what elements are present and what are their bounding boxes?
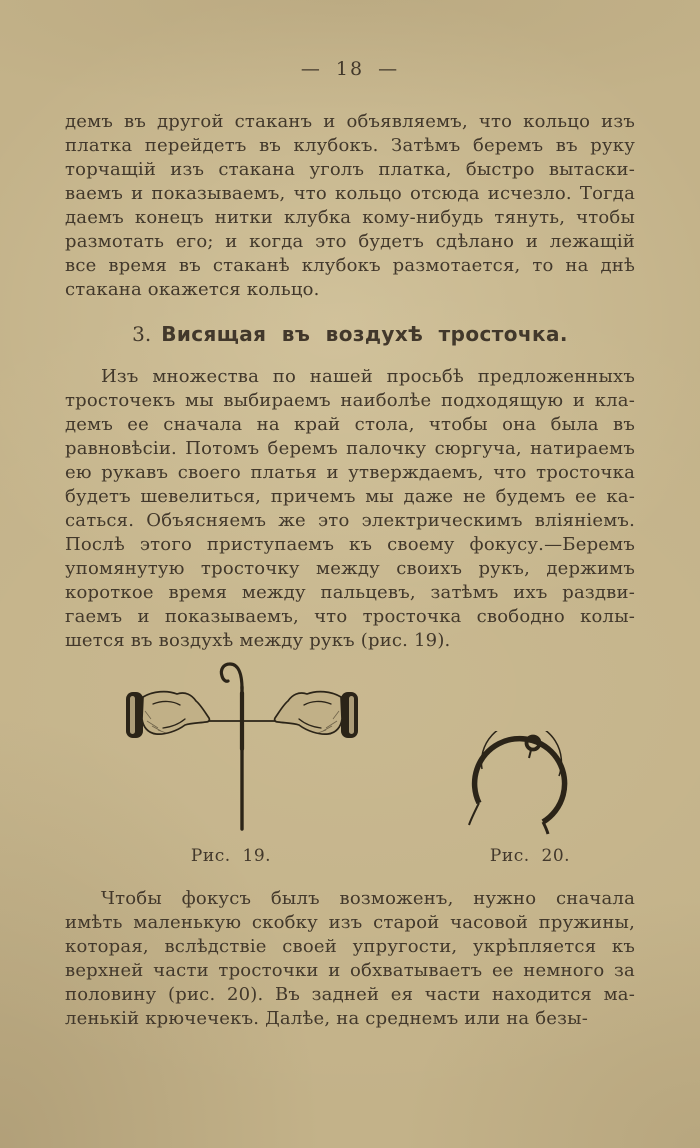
text-line: все время въ стаканѣ клубокъ размотается, то на днѣ bbox=[65, 255, 635, 276]
text-line: стакана окажется кольцо. bbox=[65, 279, 320, 300]
figure-20-caption: Рис. 20. bbox=[489, 846, 571, 866]
paragraph-trick-description bbox=[65, 365, 635, 653]
text-line: половину (рис. 20). Въ задней ея части находится ма- bbox=[65, 984, 635, 1005]
cane-icon bbox=[221, 664, 242, 829]
text-line: демъ въ другой стаканъ и объявляемъ, что кольцо изъ bbox=[65, 111, 635, 132]
section-heading bbox=[65, 321, 635, 348]
text-line: размотать его; и когда это будетъ сдѣлано и лежащій bbox=[65, 231, 635, 252]
text-line: Изъ множества по нашей просьбѣ предложенныхъ bbox=[101, 366, 635, 387]
text-line: которая, вслѣдствіе своей упругости, укрѣпляется къ bbox=[65, 936, 635, 957]
text-line: даемъ конецъ нитки клубка кому-нибудь тянуть, чтобы bbox=[65, 207, 635, 228]
section-number: 3. bbox=[132, 322, 152, 346]
paragraph-continued-from-previous-page bbox=[65, 110, 635, 302]
right-hand-icon bbox=[275, 692, 358, 738]
section-title: Висящая въ воздухѣ тросточка. bbox=[161, 322, 568, 346]
text-line: упомянутую тросточку между своихъ рукъ, держимъ bbox=[65, 558, 635, 579]
text-line: ленькій крючечекъ. Далѣе, на среднемъ или на безы- bbox=[65, 1008, 588, 1029]
text-line: верхней части тросточки и обхватываетъ ее немного за bbox=[65, 960, 635, 981]
text-line: тросточекъ мы выбираемъ наиболѣе подходящую и кла- bbox=[65, 390, 635, 411]
figures-section bbox=[65, 653, 635, 885]
text-line: шется въ воздухѣ между рукъ (рис. 19). bbox=[65, 630, 451, 651]
text-line: саться. Объясняемъ же это электрическимъ вліяніемъ. bbox=[65, 510, 635, 531]
paragraph-trick-secret bbox=[65, 887, 635, 1031]
text-line: торчащій изъ стакана уголъ платка, быстро вытаски- bbox=[65, 159, 635, 180]
text-line: платка перейдетъ въ клубокъ. Затѣмъ беремъ въ руку bbox=[65, 135, 635, 156]
figure-19-cane-between-hands-illustration bbox=[95, 659, 367, 831]
text-line: ею рукавъ своего платья и утверждаемъ, что тросточка bbox=[65, 462, 635, 483]
left-hand-icon bbox=[126, 692, 209, 738]
text-line: имѣть маленькую скобку изъ старой часовой пружины, bbox=[65, 912, 635, 933]
text-line: Послѣ этого приступаемъ къ своему фокусу.—Беремъ bbox=[65, 534, 635, 555]
page-number: — 18 — bbox=[300, 58, 400, 80]
text-line: равновѣсіи. Потомъ беремъ палочку сюргуча, натираемъ bbox=[65, 438, 635, 459]
text-line: ваемъ и показываемъ, что кольцо отсюда исчезло. Тогда bbox=[65, 183, 635, 204]
text-line: демъ ее сначала на край стола, чтобы она была въ bbox=[65, 414, 635, 435]
text-line: короткое время между пальцевъ, затѣмъ ихъ раздви- bbox=[65, 582, 635, 603]
text-line: гаемъ и показываемъ, что тросточка свободно колы- bbox=[65, 606, 635, 627]
text-line: Чтобы фокусъ былъ возможенъ, нужно сначала bbox=[101, 888, 635, 909]
text-line: будетъ шевелиться, причемъ мы даже не будемъ ее ка- bbox=[65, 486, 635, 507]
figure-20-spring-clip-illustration bbox=[455, 731, 605, 839]
text-column bbox=[65, 110, 635, 1031]
spring-clip-icon bbox=[469, 731, 565, 834]
figure-19-caption: Рис. 19. bbox=[190, 846, 272, 866]
